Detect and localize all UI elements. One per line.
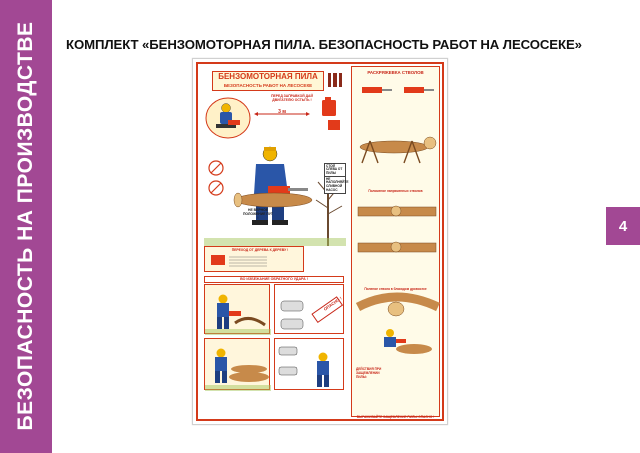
bucking-title: РАСКРЯЖЕВКА СТВОЛОВ [367, 70, 424, 75]
kickback-scene-4 [274, 338, 344, 390]
kickback-illustration-4 [275, 339, 345, 391]
poster-right-column [351, 66, 440, 417]
pinch-actions-label: ДЕЙСТВИЯ ПРИ ЗАЩЕМЛЕНИИ ПИЛЫ: [356, 367, 382, 379]
sidebar-vertical-title: БЕЗОПАСНОСТЬ НА ПРОИЗВОДСТВЕ [14, 21, 37, 431]
stand-left-note: СТОЙ СЛЕВА ОТ ПИЛЫ [324, 163, 346, 177]
page-number: 4 [618, 217, 628, 235]
sidebar-band [0, 0, 52, 453]
curved-log-label: Пиление ствола в блокадом дровосеке [364, 287, 427, 291]
bucking-illustrations [354, 77, 442, 357]
poster-left-column [200, 66, 348, 417]
kickback-illustration-3 [205, 339, 271, 391]
poster-image [192, 58, 448, 425]
distance-label: 3 м [278, 109, 286, 115]
kickback-scene-3 [204, 338, 270, 390]
page-number-tab [606, 207, 640, 245]
poster-title: БЕНЗОМОТОРНАЯ ПИЛА [218, 72, 318, 81]
page-title: КОМПЛЕКТ «БЕНЗОМОТОРНАЯ ПИЛА. БЕЗОПАСНОСТЬ РАБОТ НА ЛЕСОСЕКЕ» [66, 37, 582, 52]
poster-subtitle: БЕЗОПАСНОСТЬ РАБОТ НА ЛЕСОСЕКЕ [223, 83, 313, 88]
bottom-danger-label: ВЫРАЖИВАЙТЕ ЗАЩЕМЛЕНИЕ ПИЛЫ ОПАСНО ! [356, 415, 435, 419]
kickback-scene-2 [274, 284, 344, 334]
hearing-note: НЕ НАПОЛНЯЙТЕ СЛИВНОЙ НАСОС [324, 176, 346, 194]
poster-frame [196, 62, 444, 421]
poster-stripes [328, 73, 342, 87]
tree-transfer-note: ПЕРЕХОД ОТ ДЕРЕВА К ДЕРЕВУ ! [231, 248, 289, 252]
stressed-logs-label: Положение напряженных стволов [368, 189, 423, 193]
refuel-warning: ПЕРЕД ЗАПРАВКОЙ ДАЙ ДВИГАТЕЛЮ ОСТЫТЬ ! [271, 94, 313, 102]
wrong-position-note: НЕ ВЕРНОЕ ПОЛОЖЕНИЕ ПУТ ! [243, 208, 273, 220]
kickback-illustration-2 [275, 285, 345, 335]
kickback-heading: ВО ИЗБЕЖАНИЕ ОБРАТНОГО УДАРА ! [204, 276, 344, 283]
danger-stamp: ОПАСНО ! [322, 295, 343, 312]
kickback-scene-1 [204, 284, 270, 334]
tree-transfer-illustration [207, 249, 303, 271]
kickback-illustration-1 [205, 285, 271, 335]
poster-heading [212, 71, 324, 91]
